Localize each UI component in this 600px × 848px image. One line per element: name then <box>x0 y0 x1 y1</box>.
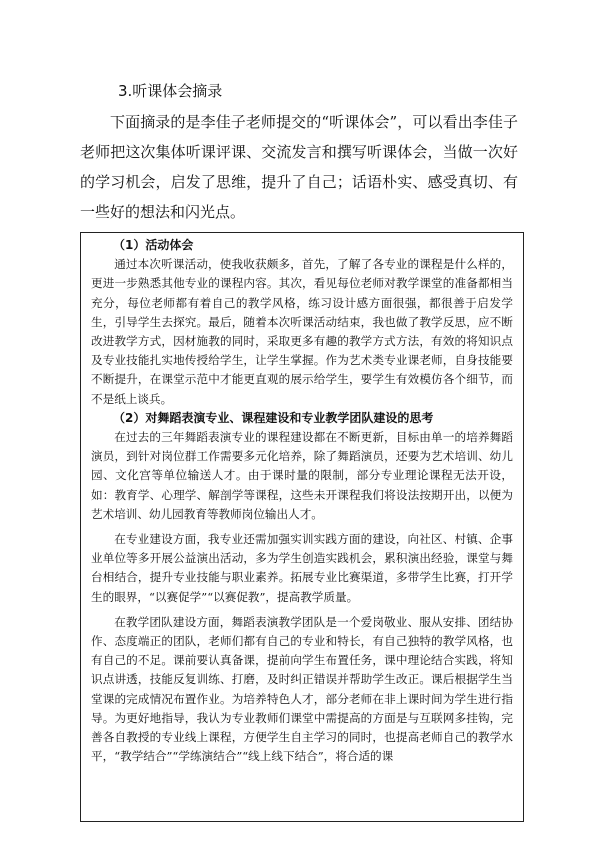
paragraph-curriculum: 在过去的三年舞蹈表演专业的课程建设都在不断更新，目标由单一的培养舞蹈演员，到针对岗位群工作需要多元化培养，除了舞蹈演员，还要为艺术培训、幼儿园、文化宫等单位输送人才。由于课时量的限制，部分专业理论课程无法开设，如：教育学、心理学、解剖学等课程，这些未开课程我们将设法按期开出，以便为艺术培训、幼儿园教育等教师岗位输出人才。 <box>91 430 513 521</box>
paragraph-team-building: 在教学团队建设方面，舞蹈表演教学团队是一个爱岗敬业、服从安排、团结协作、态度端正的团队，老师们都有自己的专业和特长，有自己独特的教学风格，也有自己的不足。课前要认真备课，提前向学生布置任务，课中理论结合实践，将知识点讲透，技能反复训练、打磨，及时纠正错误并帮助学生改正。课后根据学生当堂课的完成情况布置作业。为培养特色人才，部分老师在非上课时间为学生进行指导。为更好地指导，我认为专业教师们课堂中需提高的方面是与互联网多挂钩，完善各自教授的专业线上课程，方便学生自主学习的同时，也提高老师自己的教学水平，“教学结合”“学练演结合”“线上线下结合”，将合适的课 <box>91 614 513 764</box>
subheading-reflection: （2）对舞蹈表演专业、课程建设和专业教学团队建设的思考 <box>113 410 434 425</box>
subheading-activity: （1）活动体会 <box>113 238 194 252</box>
intro-paragraph: 下面摘录的是李佳子老师提交的“听课体会”，可以看出李佳子老师把这次集体听课评课、交流发言和撰写听课体会，当做一次好的学习机会，启发了思维，提升了自己；话语朴实、感受真切、有一些好的想法和闪光点。 <box>80 113 518 221</box>
excerpt-box <box>80 232 524 822</box>
section-heading: 3.听课体会摘录 <box>118 82 223 100</box>
paragraph-activity: 通过本次听课活动，使我收获颇多，首先，了解了各专业的课程是什么样的，更进一步熟悉其他专业的课程内容。其次，看见每位老师对教学课堂的准备都相当充分，每位老师都有着自己的教学风格，练习设计感方面很强，都很善于启发学生，引导学生去探究。最后，随着本次听课活动结束，我也做了教学反思，应不断改进教学方式，因材施教的同时，采取更多有趣的教学方式方法，有效的将知识点及专业技能扎实地传授给学生，让学生掌握。作为艺术类专业课老师，自身技能要不断提升，在课堂示范中才能更直观的展示给学生，要学生有效模仿各个细节，而不是纸上谈兵。 <box>91 257 513 406</box>
paragraph-major-building: 在专业建设方面，我专业还需加强实训实践方面的建设，向社区、村镇、企事业单位等多开展公益演出活动，多为学生创造实践机会，累积演出经验，课堂与舞台相结合，提升专业技能与职业素养。拓展专业比赛渠道，多带学生比赛，打开学生的眼界，“以赛促学”“以赛促教”，提高教学质量。 <box>91 532 513 604</box>
